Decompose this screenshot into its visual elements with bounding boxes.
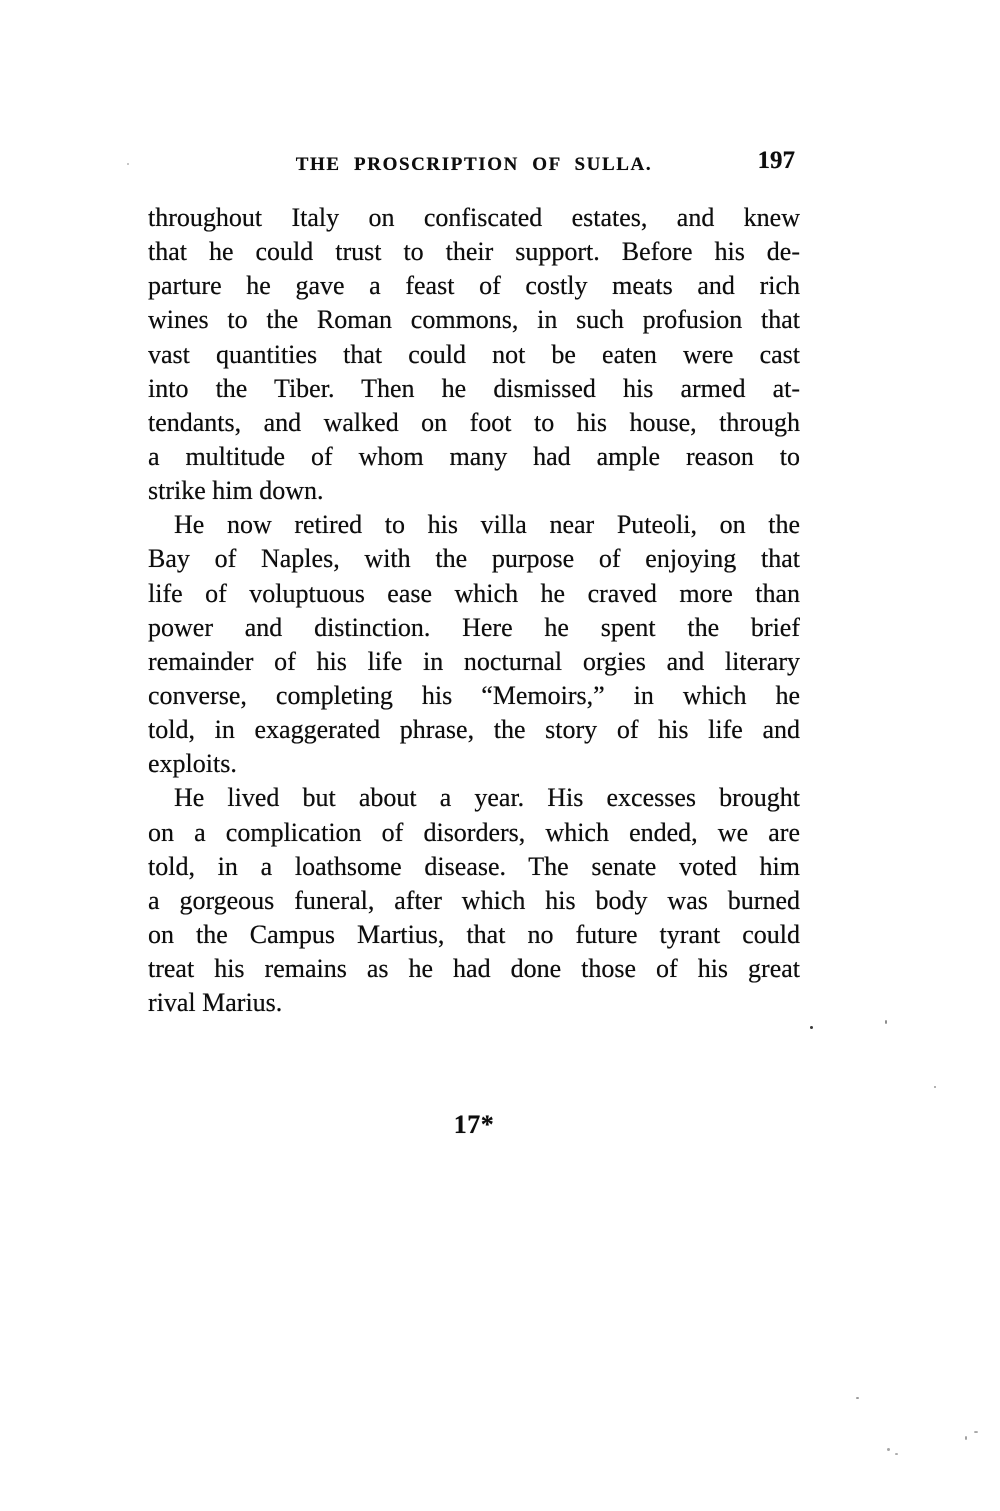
page-number: 197 — [757, 147, 795, 174]
footer-signature-mark: 17* — [453, 1110, 495, 1139]
text-line: told, in exaggerated phrase, the story of his life and — [148, 715, 800, 745]
text-line: Bay of Naples, with the purpose of enjoying that — [148, 544, 800, 574]
scan-speck — [895, 1453, 898, 1455]
scan-speck — [974, 1431, 978, 1433]
running-head — [148, 147, 800, 182]
running-head-title: THE PROSCRIPTION OF SULLA. — [295, 154, 653, 175]
text-line: He now retired to his villa near Puteoli, on the — [174, 510, 800, 540]
text-line: wines to the Roman commons, in such profusion that — [148, 305, 800, 335]
text-line: tendants, and walked on foot to his house, through — [148, 407, 800, 437]
text-line: converse, completing his “Memoirs,” in which he — [148, 680, 800, 710]
text-line: vast quantities that could not be eaten were cast — [148, 339, 800, 369]
scan-speck — [965, 1436, 967, 1440]
scan-speck — [887, 1448, 890, 1451]
text-line: throughout Italy on confiscated estates, and knew — [148, 203, 800, 232]
scan-speck — [127, 163, 129, 165]
text-line: life of voluptuous ease which he craved more than — [148, 578, 800, 608]
scan-speck — [934, 1086, 936, 1088]
scan-speck — [810, 1026, 813, 1029]
text-line: on a complication of disorders, which ended, we are — [148, 817, 800, 847]
scan-speck — [856, 1397, 859, 1399]
text-line: into the Tiber. Then he dismissed his armed at- — [148, 373, 800, 403]
text-line: exploits. — [148, 749, 237, 779]
text-line: rival Marius. — [148, 988, 283, 1018]
text-line: power and distinction. Here he spent the brief — [148, 612, 800, 642]
text-line: parture he gave a feast of costly meats and rich — [148, 271, 800, 301]
text-line: a gorgeous funeral, after which his body was burned — [148, 885, 800, 915]
body-text — [148, 201, 800, 1020]
text-line: remainder of his life in nocturnal orgies and literary — [148, 646, 800, 676]
text-line: on the Campus Martius, that no future tyrant could — [148, 919, 800, 949]
text-line: strike him down. — [148, 476, 324, 506]
text-line: treat his remains as he had done those of his great — [148, 954, 800, 984]
scan-speck — [885, 1020, 887, 1024]
text-line: told, in a loathsome disease. The senate voted him — [148, 851, 800, 881]
text-line: a multitude of whom many had ample reason to — [148, 441, 800, 471]
text-line: He lived but about a year. His excesses brought — [174, 783, 800, 813]
text-line: that he could trust to their support. Before his de- — [148, 237, 800, 267]
